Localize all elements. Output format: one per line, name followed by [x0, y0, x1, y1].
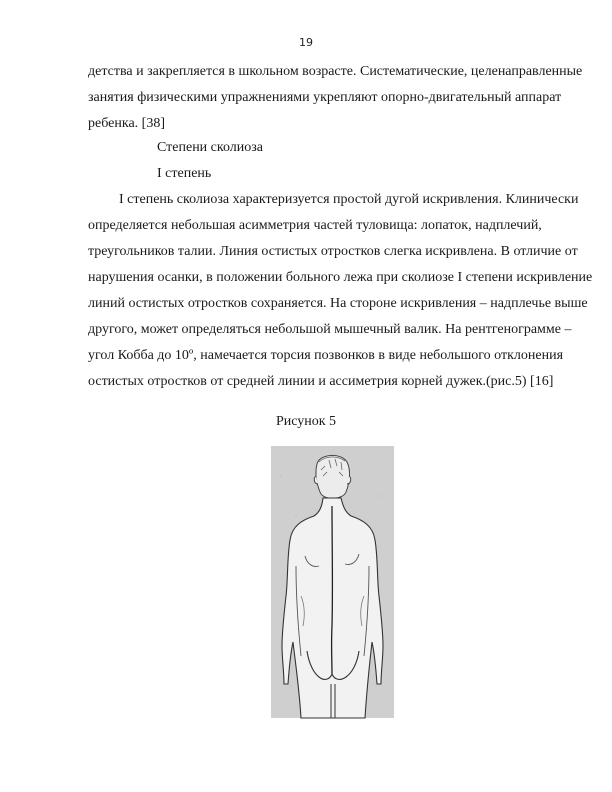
page-number: 19 [299, 36, 313, 49]
subsection-heading: I степень [157, 166, 212, 181]
section-heading: Степени сколиоза [157, 140, 264, 155]
text-line: линий остистых отростков сохраняется. На стороне искривления – надплечье выше [88, 296, 588, 311]
text-line: определяется небольшая асимметрия частей туловища: лопаток, надплечий, [88, 218, 542, 233]
paragraph-continuation [88, 59, 583, 137]
text-line: ребенка. [38] [88, 116, 165, 131]
head-shape [314, 455, 350, 498]
text-line: детства и закрепляется в школьном возрасте. Систематические, целенаправленные [88, 64, 583, 79]
text-line: другого, может определяться небольшой мышечный валик. На рентгенограмме – [88, 322, 572, 337]
text-line: занятия физическими упражнениями укрепляют опорно-двигательный аппарат [88, 90, 562, 105]
text-line: остистых отростков от средней линии и ассиметрия корней дужек.(рис.5) [16] [88, 374, 554, 389]
paragraph-degree-one [88, 187, 593, 395]
text-line: треугольников талии. Линия остистых отростков слегка искривлена. В отличие от [88, 244, 578, 259]
text-line: нарушения осанки, в положении больного лежа при сколиозе I степени искривление [88, 270, 593, 285]
figure-back-view-image [271, 446, 394, 718]
figure-caption: Рисунок 5 [275, 414, 337, 429]
text-line: угол Кобба до 10º, намечается торсия позвонков в виде небольшого отклонения [88, 348, 564, 363]
text-line: I степень сколиоза характеризуется простой дугой искривления. Клинически [119, 192, 579, 207]
